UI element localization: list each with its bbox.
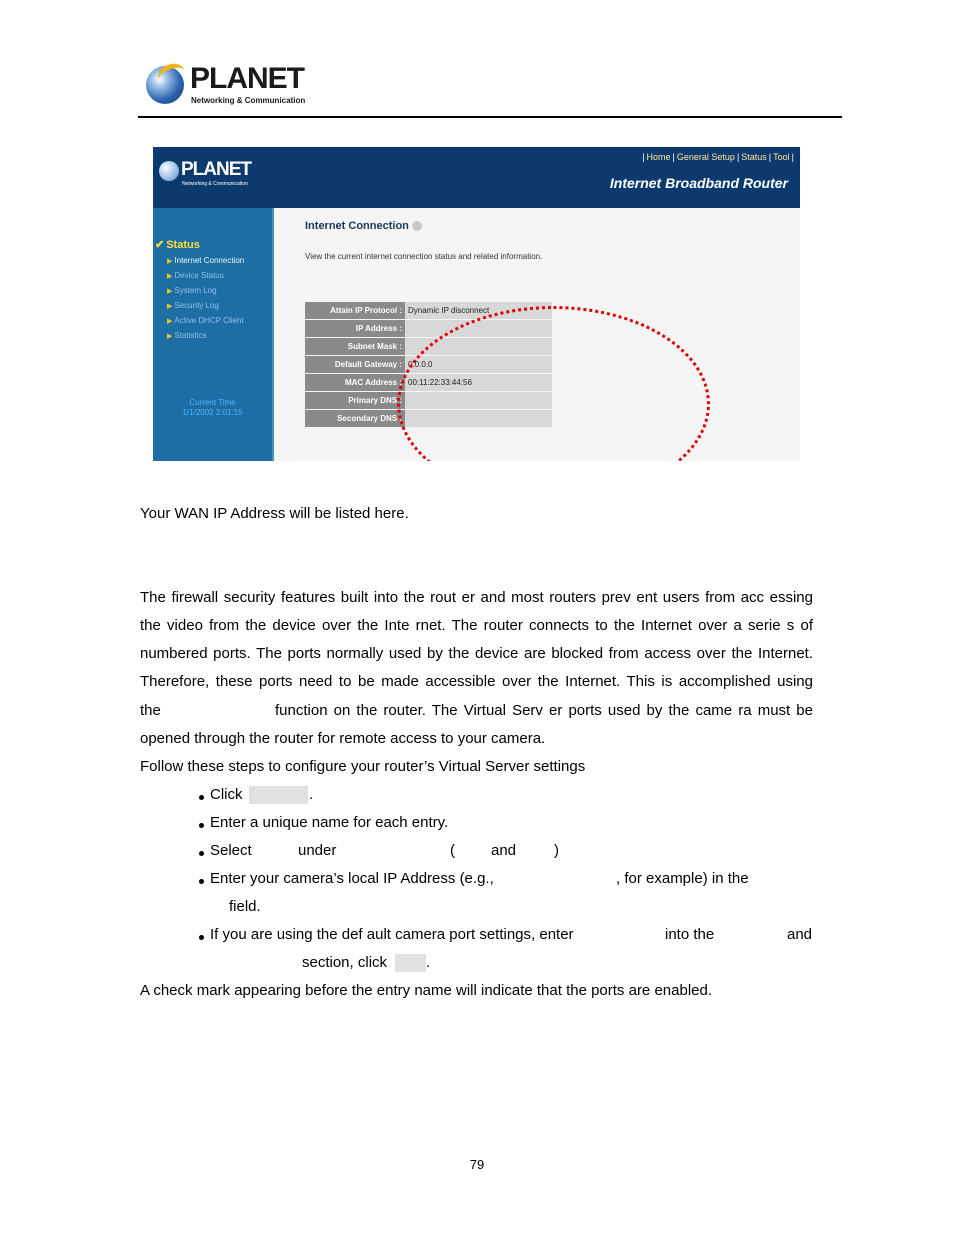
sidebar-heading-label: Status (166, 239, 200, 251)
bullet5-and: and (787, 926, 813, 943)
bullet5-section: section, click (302, 954, 388, 971)
panel-description: View the current internet connection status and related information. (305, 252, 543, 261)
product-title: Internet Broadband Router (609, 175, 788, 191)
sidebar-item-system-log[interactable]: ▶ System Log (167, 286, 217, 295)
current-time (153, 398, 272, 418)
bullet3-and: and (491, 842, 517, 859)
panel-title: Internet Connection (305, 220, 422, 232)
row-label: Secondary DNS : (305, 410, 405, 427)
triangle-right-icon: ▶ (167, 333, 173, 340)
para1-line4: Therefore, these ports need to be made accessible over the Internet. This is accomplished using (140, 673, 813, 690)
para1-line2: the video from the device over the Inte rnet. The router connects to the Internet over a serie s of (140, 617, 813, 634)
row-label: IP Address : (305, 320, 405, 337)
closing-note: A check mark appearing before the entry name will indicate that the ports are enabled. (140, 982, 712, 999)
sidebar-item-active-dhcp-client[interactable]: ▶ Active DHCP Client (167, 316, 244, 325)
row-value: Dynamic IP disconnect (405, 302, 552, 319)
bullet1-end: . (309, 786, 314, 803)
nav-tool[interactable]: Tool (773, 152, 790, 162)
bullet5-text: If you are using the def ault camera port settings, enter (210, 926, 574, 943)
router-main-panel (274, 208, 800, 461)
nav-general-setup[interactable]: General Setup (676, 152, 735, 162)
para1-line5-start: the (140, 702, 161, 719)
logo-word: PLANET (190, 62, 304, 95)
bullet5-end: . (426, 954, 431, 971)
para1-line6: opened through the router for remote access to your camera. (140, 730, 546, 747)
bullet-icon (199, 823, 204, 828)
current-time-label: Current Time (189, 398, 236, 407)
bullet4-text-end: , for example) in the (616, 870, 749, 887)
sidebar-item-statistics[interactable]: ▶ Statistics (167, 331, 207, 340)
row-label: Primary DNS : (305, 392, 405, 409)
router-logo-tagline: Networking & Communication (182, 181, 248, 187)
para1-line3: numbered ports. The ports normally used by the device are blocked from access over the Internet. (140, 645, 813, 662)
row-label: Attain IP Protocol : (305, 302, 405, 319)
router-top-nav: | Home | General Setup | Status | Tool | (642, 152, 794, 162)
redacted-highlight (395, 954, 426, 972)
bullet1-text: Click (210, 786, 243, 803)
current-time-value: 1/1/2002 2:01:15 (182, 408, 243, 417)
row-value: 00:11:22:33:44:56 (405, 374, 552, 391)
row-value: 0.0.0.0 (405, 356, 552, 373)
bullet-icon (199, 935, 204, 940)
bullet-icon (199, 851, 204, 856)
bullet4-field: field. (229, 898, 261, 915)
para1-line1: The firewall security features built into the rout er and most routers prev ent users from acc essing (140, 589, 813, 606)
sidebar-item-security-log[interactable]: ▶ Security Log (167, 301, 219, 310)
bullet3-select: Select (210, 842, 252, 859)
sidebar-item-device-status[interactable]: ▶ Device Status (167, 271, 224, 280)
globe-icon (159, 161, 179, 181)
triangle-right-icon: ▶ (167, 303, 173, 310)
para1-line5-end: function on the router. The Virtual Serv er ports used by the came ra must be (275, 702, 813, 719)
sidebar-menu (167, 254, 244, 344)
bullet5-into: into the (665, 926, 715, 943)
triangle-right-icon: ▶ (167, 288, 173, 295)
router-header-bar (153, 147, 800, 208)
bullet4-text: Enter your camera’s local IP Address (e.g., (210, 870, 494, 887)
triangle-right-icon: ▶ (167, 273, 173, 280)
logo-tagline: Networking & Communication (191, 96, 306, 105)
sidebar-item-internet-connection[interactable]: ▶ Internet Connection (167, 256, 245, 265)
planet-logo (146, 64, 306, 108)
page-number: 79 (469, 1157, 485, 1172)
header-divider (138, 116, 842, 118)
router-logo-word: PLANET (181, 159, 251, 180)
steps-intro: Follow these steps to configure your router’s Virtual Server settings (140, 758, 586, 775)
triangle-right-icon: ▶ (167, 318, 173, 325)
row-label: Subnet Mask : (305, 338, 405, 355)
row-label: Default Gateway : (305, 356, 405, 373)
router-screenshot (153, 147, 800, 461)
triangle-right-icon: ▶ (167, 258, 173, 265)
bullet-icon (199, 795, 204, 800)
row-label: MAC Address : (305, 374, 405, 391)
bullet3-open-paren: ( (450, 842, 455, 859)
router-sidebar (153, 208, 274, 461)
bullet3-under: under (298, 842, 337, 859)
nav-status[interactable]: Status (741, 152, 767, 162)
help-icon[interactable] (412, 221, 422, 231)
bullet3-close-paren: ) (554, 842, 559, 859)
bullet2-text: Enter a unique name for each entry. (210, 814, 449, 831)
router-logo (159, 159, 259, 189)
redacted-highlight (249, 786, 308, 804)
sidebar-heading[interactable] (155, 238, 200, 251)
nav-home[interactable]: Home (646, 152, 671, 162)
check-icon: ✔ (155, 239, 165, 251)
bullet-icon (199, 879, 204, 884)
wan-note: Your WAN IP Address will be listed here. (140, 505, 409, 522)
